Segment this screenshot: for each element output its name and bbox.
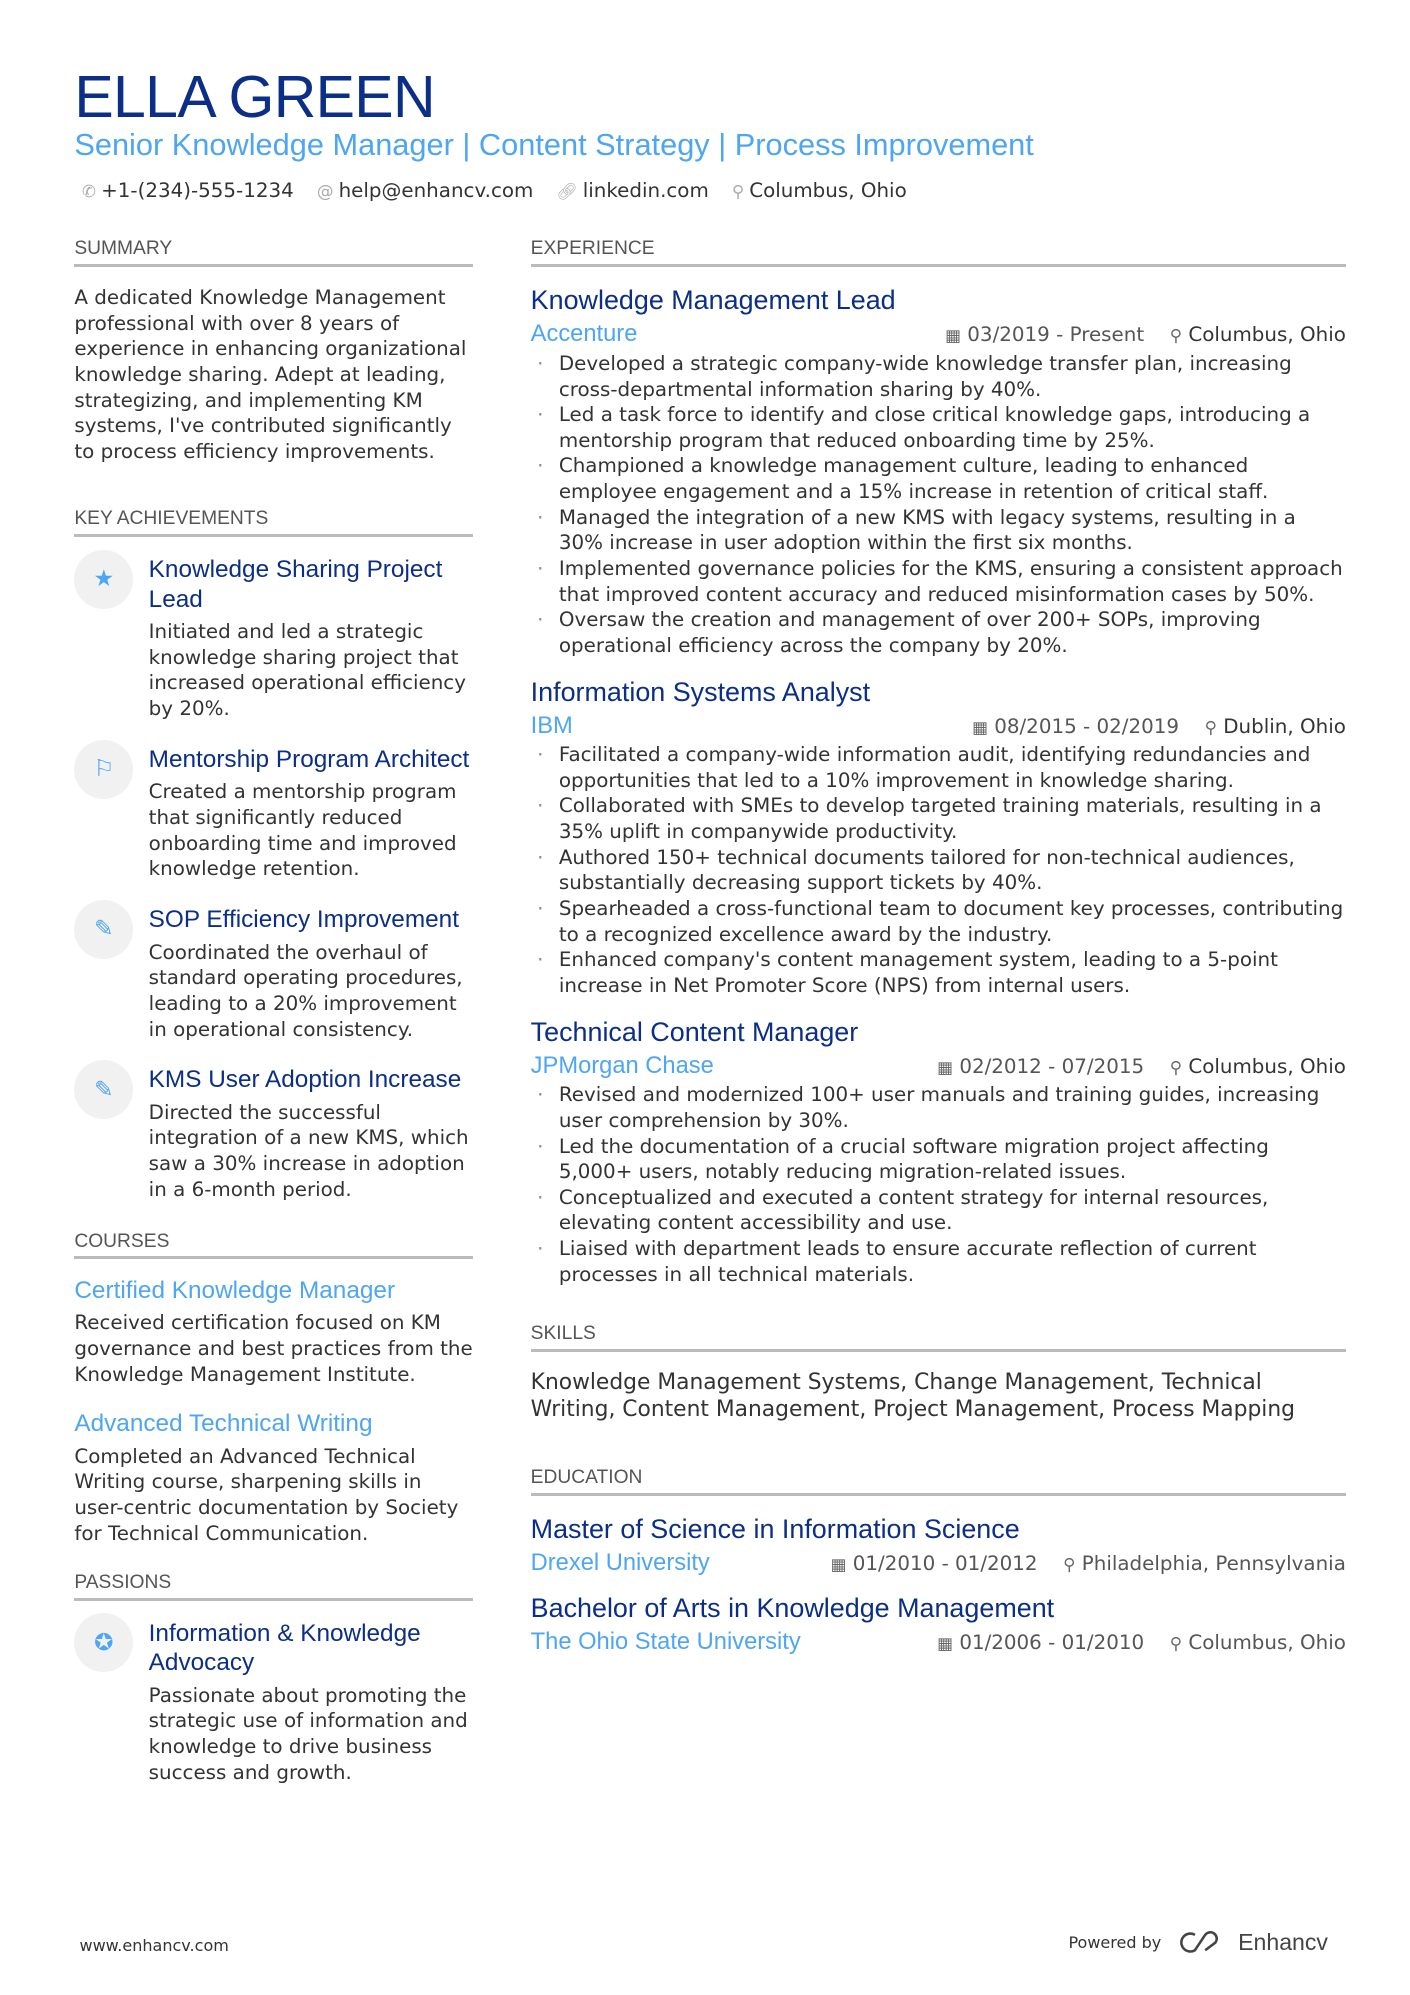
job-title: Technical Content Manager: [530, 1016, 859, 1047]
location-pin-icon: ⚲: [1063, 1555, 1076, 1575]
job-meta-row: [531, 1053, 1346, 1080]
education-entry: [531, 1514, 1346, 1577]
linkedin-text[interactable]: linkedin.com: [582, 179, 709, 203]
job-bullet: · Collaborated with SMEs to develop targeted training materials, resulting in a 35% uplift in companywide productivity.: [531, 793, 1346, 844]
job-title: Knowledge Management Lead: [530, 285, 896, 316]
job-bullet: · Managed the integration of a new KMS with legacy systems, resulting in a 30% increase in user adoption within the first six months.: [531, 505, 1346, 556]
job-bullet: · Revised and modernized 100+ user manuals and training guides, increasing user comprehension by 30%.: [531, 1082, 1346, 1133]
contact-email[interactable]: [317, 179, 534, 202]
achievement-item: [74, 905, 473, 1042]
candidate-headline: Senior Knowledge Manager | Content Strategy | Process Improvement: [74, 126, 1034, 162]
achievement-item: [74, 745, 473, 882]
section-title: PASSIONS: [74, 1572, 473, 1601]
job-bullet: · Authored 150+ technical documents tailored for non-technical audiences, substantially decreasing support tickets by 40%.: [531, 845, 1346, 896]
job-location: [1205, 715, 1346, 738]
magic-wand-icon: ✎: [74, 1060, 133, 1119]
link-icon: 🔗︎: [556, 182, 578, 202]
passion-text: Passionate about promoting the strategic use of information and knowledge to drive business success and growth.: [148, 1683, 468, 1784]
job-location: [1170, 1055, 1346, 1078]
flag-icon: ⚐: [74, 740, 133, 799]
location-text: Dublin, Ohio: [1223, 714, 1346, 738]
job-title: Information Systems Analyst: [530, 676, 871, 707]
course-text: Completed an Advanced Technical Writing course, sharpening skills in user-centric documentation by Society for Technical Communication.: [74, 1444, 459, 1545]
dates-text: 03/2019 - Present: [967, 323, 1145, 347]
course-title: Advanced Technical Writing: [74, 1410, 373, 1438]
location-text: Columbus, Ohio: [1188, 1054, 1346, 1078]
degree-title: Bachelor of Arts in Knowledge Management: [530, 1592, 1055, 1623]
job-bullet: · Led the documentation of a crucial software migration project affecting 5,000+ users, notably reducing migration-related issues.: [531, 1134, 1346, 1185]
contact-bar: [82, 179, 907, 202]
section-title: EDUCATION: [531, 1467, 1346, 1496]
education-entry: [531, 1593, 1346, 1656]
achievement-text: Directed the successful integration of a new KMS, which saw a 30% increase in adoption in a 6-month period.: [148, 1100, 469, 1201]
job-location: [1170, 323, 1346, 346]
education-meta: [831, 1552, 1346, 1575]
email-text[interactable]: help@enhancv.com: [338, 179, 534, 203]
location-text: Philadelphia, Pennsylvania: [1081, 1552, 1346, 1576]
dates-text: 08/2015 - 02/2019: [994, 714, 1180, 738]
contact-linkedin[interactable]: [556, 179, 708, 202]
at-icon: @: [316, 182, 334, 202]
contact-phone: [82, 179, 294, 202]
passion-title: Information & Knowledge Advocacy: [148, 1619, 421, 1677]
job-meta-row: [531, 321, 1346, 348]
job-bullets: [531, 742, 1346, 998]
phone-icon: ✆: [82, 182, 96, 202]
phone-text: +1-(234)-555-1234: [101, 179, 294, 203]
school-name: The Ohio State University: [530, 1628, 801, 1655]
summary-text: A dedicated Knowledge Management professional with over 8 years of experience in enhancing organizational knowledge sharing. Adept at leading, strategizing, and implementing KM systems, I've contributed significantly to process efficiency improvements.: [74, 286, 467, 464]
dates-text: 01/2006 - 01/2010: [959, 1630, 1145, 1654]
location-text: Columbus, Ohio: [1188, 323, 1346, 347]
calendar-icon: ▦: [937, 1633, 953, 1653]
education-dates: [831, 1552, 1038, 1575]
job-bullet: · Implemented governance policies for the KMS, ensuring a consistent approach that improved content accuracy and reduced misinformation cases by 50%.: [531, 556, 1346, 607]
job-meta: [945, 323, 1346, 346]
education-dates: [937, 1631, 1144, 1654]
passion-item: [74, 1619, 473, 1786]
section-title: EXPERIENCE: [531, 238, 1346, 267]
footer-branding: [1068, 1929, 1327, 1956]
award-icon: ✪: [74, 1613, 133, 1672]
company-name: JPMorgan Chase: [530, 1052, 714, 1079]
job-bullet: · Developed a strategic company-wide knowledge transfer plan, increasing cross-departmental information sharing by 40%.: [531, 351, 1346, 402]
skills-section: [531, 1323, 1346, 1424]
magic-wand-icon: ✎: [74, 900, 133, 959]
location-icon: ⚲: [731, 182, 745, 202]
job-entry: [531, 285, 1346, 658]
skills-text: Knowledge Management Systems, Change Management, Technical Writing, Content Management, Project Management, Process Mapping: [530, 1370, 1295, 1422]
location-pin-icon: ⚲: [1169, 326, 1182, 346]
dates-text: 02/2012 - 07/2015: [959, 1054, 1145, 1078]
course-item: [74, 1277, 473, 1387]
candidate-name: ELLA GREEN: [74, 65, 435, 131]
education-location: [1170, 1631, 1346, 1654]
degree-title: Master of Science in Information Science: [530, 1514, 1020, 1545]
job-entry: [531, 677, 1346, 999]
job-meta-row: [531, 713, 1346, 740]
job-bullet: · Facilitated a company-wide information audit, identifying redundancies and opportunities that led to a 10% improvement in knowledge sharing.: [531, 742, 1346, 793]
left-column: [74, 238, 473, 1828]
courses-section: [74, 1231, 473, 1547]
enhancv-logo-icon: [1177, 1931, 1223, 1954]
dates-text: 01/2010 - 01/2012: [852, 1552, 1038, 1576]
job-bullet: · Enhanced company's content management system, leading to a 5-point increase in Net Promoter Score (NPS) from internal users.: [531, 947, 1346, 998]
achievement-item: [74, 1065, 473, 1202]
job-bullet: · Championed a knowledge management culture, leading to enhanced employee engagement and a 15% increase in retention of critical staff.: [531, 453, 1346, 504]
education-meta-row: [531, 1629, 1346, 1656]
job-dates: [945, 323, 1144, 346]
job-bullet: · Spearheaded a cross-functional team to document key processes, contributing to a recognized excellence award by the industry.: [531, 896, 1346, 947]
job-bullets: [531, 351, 1346, 659]
calendar-icon: ▦: [972, 717, 988, 737]
job-bullet: · Led a task force to identify and close critical knowledge gaps, introducing a mentorship program that reduced onboarding time by 25%.: [531, 402, 1346, 453]
achievement-text: Initiated and led a strategic knowledge sharing project that increased operational efficiency by 20%.: [148, 620, 466, 721]
job-meta: [937, 1055, 1346, 1078]
achievement-text: Coordinated the overhaul of standard operating procedures, leading to a 20% improvement in operational consistency.: [148, 940, 463, 1041]
contact-location: [732, 179, 907, 202]
calendar-icon: ▦: [830, 1555, 847, 1575]
footer-website[interactable]: www.enhancv.com: [79, 1935, 229, 1955]
course-title: Certified Knowledge Manager: [74, 1277, 396, 1305]
education-meta: [937, 1631, 1346, 1654]
education-section: [531, 1467, 1346, 1655]
section-title: SKILLS: [531, 1323, 1346, 1352]
achievement-text: Created a mentorship program that significantly reduced onboarding time and improved knowledge retention.: [148, 780, 457, 881]
calendar-icon: ▦: [937, 1057, 953, 1077]
location-text: Columbus, Ohio: [1188, 1630, 1346, 1654]
star-icon: ★: [74, 550, 133, 609]
job-bullet: · Conceptualized and executed a content strategy for internal resources, elevating content accessibility and use.: [531, 1185, 1346, 1236]
job-entry: [531, 1017, 1346, 1288]
education-meta-row: [531, 1550, 1346, 1577]
summary-section: [74, 238, 473, 464]
section-title: SUMMARY: [74, 238, 473, 267]
school-name: Drexel University: [530, 1550, 710, 1577]
achievement-item: [74, 555, 473, 722]
location-text: Columbus, Ohio: [749, 179, 907, 203]
job-bullet: · Oversaw the creation and management of over 200+ SOPs, improving operational efficiency across the company by 20%.: [531, 607, 1346, 658]
powered-by-text: Powered by: [1068, 1933, 1162, 1953]
education-location: [1063, 1552, 1346, 1575]
location-pin-icon: ⚲: [1169, 1057, 1182, 1077]
experience-section: [531, 238, 1346, 1287]
location-pin-icon: ⚲: [1204, 717, 1217, 737]
achievement-title: Knowledge Sharing Project Lead: [148, 556, 443, 613]
company-name: Accenture: [530, 321, 638, 348]
job-dates: [937, 1055, 1144, 1078]
job-bullet: · Liaised with department leads to ensure accurate reflection of current processes in all technical materials.: [531, 1236, 1346, 1287]
calendar-icon: ▦: [945, 326, 961, 346]
achievement-title: SOP Efficiency Improvement: [148, 905, 459, 933]
right-column: [531, 238, 1346, 1699]
course-item: [74, 1410, 473, 1546]
course-text: Received certification focused on KM governance and best practices from the Knowledge Management Institute.: [74, 1311, 473, 1386]
achievement-title: KMS User Adoption Increase: [148, 1066, 462, 1094]
job-meta: [972, 715, 1346, 738]
achievement-title: Mentorship Program Architect: [148, 745, 470, 773]
brand-name: Enhancv: [1238, 1929, 1328, 1956]
achievements-section: [74, 508, 473, 1202]
company-name: IBM: [530, 712, 573, 739]
job-dates: [972, 715, 1179, 738]
location-pin-icon: ⚲: [1169, 1633, 1182, 1653]
section-title: COURSES: [74, 1231, 473, 1260]
passions-section: [74, 1572, 473, 1785]
job-bullets: [531, 1082, 1346, 1287]
section-title: KEY ACHIEVEMENTS: [74, 508, 473, 537]
